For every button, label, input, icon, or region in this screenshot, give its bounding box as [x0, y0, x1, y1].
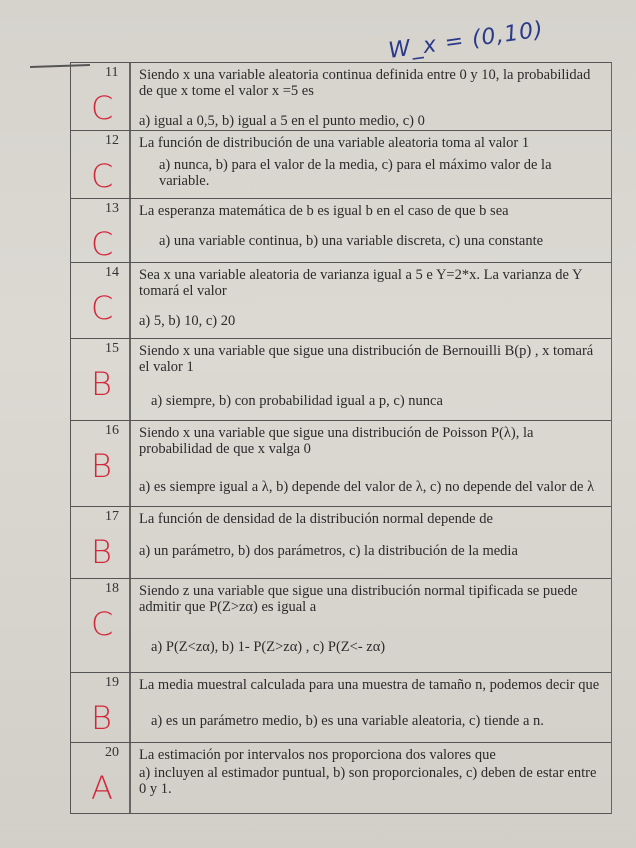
question-row-14: [71, 262, 611, 338]
question-text: Siendo x una variable aleatoria continua definida entre 0 y 10, la probabilidad de que x tome el valor x =5 es: [139, 67, 591, 99]
question-text: La media muestral calculada para una muestra de tamaño n, podemos decir que: [139, 677, 600, 693]
column-divider: [129, 507, 131, 578]
question-row-19: [71, 672, 611, 742]
question-row-15: [71, 338, 611, 420]
question-options: a) es un parámetro medio, b) es una variable aleatoria, c) tiende a n.: [151, 713, 544, 729]
answer-mark: C: [91, 225, 114, 263]
question-options: a) incluyen al estimador puntual, b) son proporcionales, c) deben de estar entre 0 y 1.: [139, 765, 597, 797]
question-row-17: [71, 506, 611, 578]
question-number: 14: [105, 265, 119, 280]
question-number: 11: [105, 65, 119, 80]
question-options: a) siempre, b) con probabilidad igual a p, c) nunca: [151, 393, 443, 409]
question-text: Siendo z una variable que sigue una distribución normal tipificada se puede admitir que P(Z>zα) es igual a: [139, 583, 578, 615]
question-number: 13: [105, 201, 119, 216]
column-divider: [129, 421, 131, 506]
question-number: 16: [105, 423, 119, 438]
column-divider: [129, 63, 131, 130]
question-text: Siendo x una variable que sigue una distribución de Bernouilli B(p) , x tomará el valor 1: [139, 343, 594, 375]
column-divider: [129, 743, 131, 813]
column-divider: [129, 131, 131, 198]
question-text: Siendo x una variable que sigue una distribución de Poisson P(λ), la probabilidad de que x valga 0: [139, 425, 534, 457]
question-number: 12: [105, 133, 119, 148]
question-number: 19: [105, 675, 119, 690]
question-row-11: [71, 62, 611, 130]
column-divider: [129, 339, 131, 420]
answer-mark: C: [91, 289, 114, 327]
answer-mark: A: [91, 769, 113, 807]
question-options: a) nunca, b) para el valor de la media, c) para el máximo valor de la variable.: [159, 157, 552, 189]
answer-mark: B: [91, 533, 112, 571]
question-table: [70, 62, 612, 814]
question-options: a) un parámetro, b) dos parámetros, c) la distribución de la media: [139, 543, 518, 559]
answer-mark: B: [91, 365, 112, 403]
question-number: 17: [105, 509, 119, 524]
answer-mark: C: [91, 605, 114, 643]
question-row-16: [71, 420, 611, 506]
question-row-20: [71, 742, 611, 814]
column-divider: [129, 263, 131, 338]
question-text: La esperanza matemática de b es igual b en el caso de que b sea: [139, 203, 509, 219]
column-divider: [129, 673, 131, 742]
question-options: a) P(Z<zα), b) 1- P(Z>zα) , c) P(Z<- zα): [151, 639, 386, 655]
question-options: a) una variable continua, b) una variable discreta, c) una constante: [159, 233, 544, 249]
answer-mark: B: [91, 447, 112, 485]
question-text: Sea x una variable aleatoria de varianza igual a 5 e Y=2*x. La varianza de Y tomará el valor: [139, 267, 582, 299]
question-text: La función de densidad de la distribución normal depende de: [139, 511, 493, 527]
column-divider: [129, 199, 131, 262]
question-text: La función de distribución de una variable aleatoria toma al valor 1: [139, 135, 530, 151]
column-divider: [129, 579, 131, 672]
answer-mark: C: [91, 89, 114, 127]
question-number: 18: [105, 581, 119, 596]
answer-mark: B: [91, 699, 112, 737]
question-row-12: [71, 130, 611, 198]
question-row-13: [71, 198, 611, 262]
question-number: 15: [105, 341, 119, 356]
question-row-18: [71, 578, 611, 672]
answer-mark: C: [91, 157, 114, 195]
question-text: La estimación por intervalos nos proporciona dos valores que: [139, 747, 496, 763]
question-options: a) igual a 0,5, b) igual a 5 en el punto medio, c) 0: [139, 113, 425, 129]
question-options: a) 5, b) 10, c) 20: [139, 313, 236, 329]
question-options: a) es siempre igual a λ, b) depende del valor de λ, c) no depende del valor de λ: [139, 479, 595, 495]
handwritten-note: W_x = (0,10): [387, 17, 546, 64]
question-number: 20: [105, 745, 119, 760]
